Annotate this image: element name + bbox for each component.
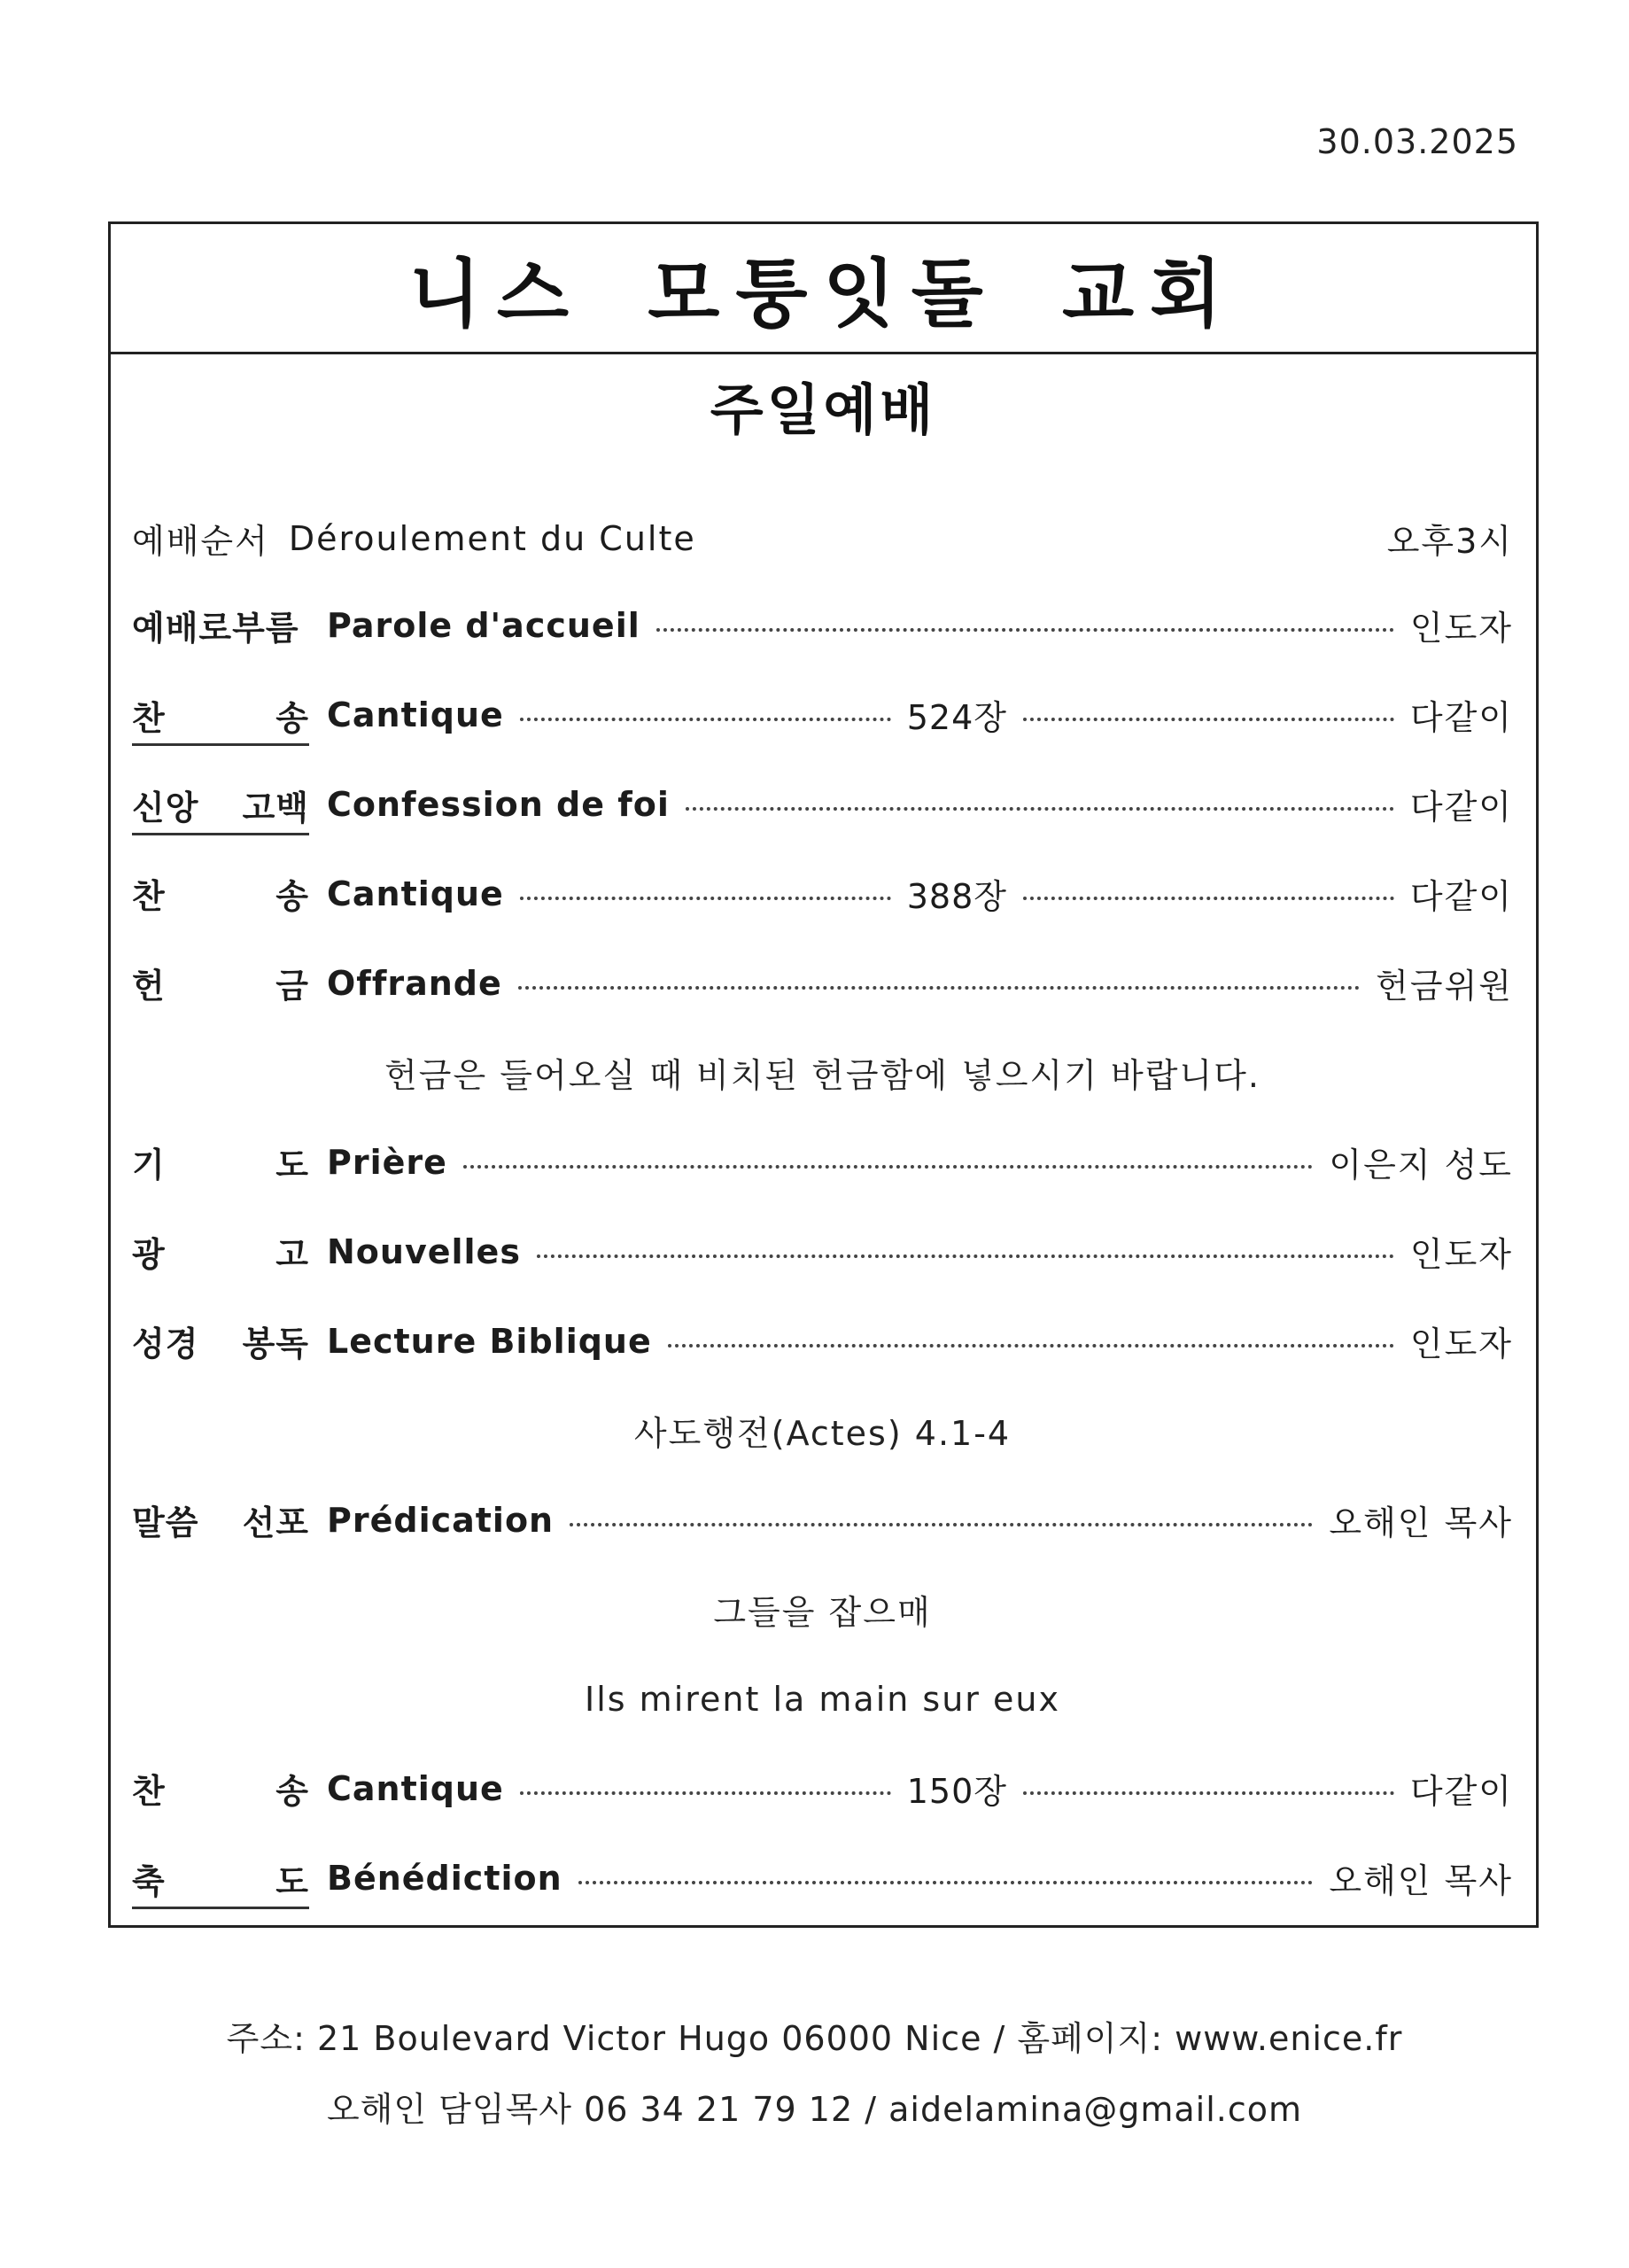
- church-name: 니스 모퉁잇돌 교회: [408, 250, 1238, 338]
- item-ko-text: 찬: [132, 698, 166, 738]
- order-item-prayer: [132, 1117, 1513, 1207]
- item-ko-text: 고: [275, 1235, 309, 1274]
- item-ko-text: 송: [275, 1772, 309, 1811]
- item-ko-text: 찬: [132, 877, 166, 916]
- order-of-service: [111, 496, 1536, 1922]
- item-leader: 헌금위원: [1376, 967, 1513, 1006]
- offering-note: 헌금은 들어오실 때 비치된 헌금함에 넣으시기 바랍니다.: [384, 1056, 1261, 1095]
- item-ko-label: [132, 1854, 309, 1909]
- item-ko-label: [132, 1317, 309, 1365]
- item-ko-label: [132, 781, 309, 835]
- item-ko-text: 도: [275, 1146, 309, 1184]
- item-fr-label: Lecture Biblique: [327, 1321, 652, 1361]
- item-ko-label: [132, 1495, 309, 1544]
- item-leader: 인도자: [1409, 609, 1513, 648]
- item-ko-text: 예배로부름: [132, 609, 299, 648]
- item-leader: 오해인 목사: [1329, 1861, 1513, 1900]
- order-item-call-to-worship: [132, 580, 1513, 670]
- item-ko-label: [132, 601, 309, 649]
- dot-leader: [1023, 1791, 1394, 1795]
- order-item-benediction: [132, 1833, 1513, 1922]
- item-fr-label: Prière: [327, 1142, 447, 1182]
- item-fr-label: Offrande: [327, 963, 502, 1003]
- item-ko-label: [132, 1138, 309, 1186]
- dot-leader: [570, 1523, 1313, 1526]
- order-header-ko: 예배순서: [132, 522, 269, 561]
- item-ko-text: 성경: [132, 1324, 199, 1363]
- item-ko-text: 신앙: [132, 788, 199, 827]
- item-ko-text: 축: [132, 1861, 166, 1901]
- item-leader: 이은지 성도: [1329, 1146, 1513, 1184]
- item-fr-label: Cantique: [327, 1768, 504, 1808]
- item-ko-label: [132, 1764, 309, 1813]
- order-item-announcements: [132, 1207, 1513, 1296]
- order-item-offering: [132, 938, 1513, 1028]
- item-fr-label: Cantique: [327, 874, 504, 913]
- item-leader: 다같이: [1409, 698, 1513, 737]
- dot-leader: [668, 1344, 1394, 1348]
- order-item-scripture-reading: [132, 1296, 1513, 1386]
- sermon-title-fr: Ils mirent la main sur eux: [585, 1679, 1060, 1719]
- order-item-confession: [132, 759, 1513, 849]
- item-leader: 인도자: [1409, 1324, 1513, 1363]
- item-ko-text: 도: [275, 1861, 309, 1901]
- dot-leader: [520, 718, 891, 721]
- service-time: 오후3시: [1386, 522, 1513, 561]
- dot-leader: [520, 1791, 891, 1795]
- service-name: 주일예배: [710, 377, 937, 442]
- hymn-number: 524장: [906, 698, 1007, 737]
- item-ko-text: 송: [275, 877, 309, 916]
- item-ko-text: 금: [275, 967, 309, 1006]
- item-leader: 오해인 목사: [1329, 1503, 1513, 1542]
- bulletin-date: 30.03.2025: [1316, 122, 1518, 161]
- bulletin-frame: [108, 221, 1539, 1928]
- order-item-hymn-2: [132, 849, 1513, 938]
- item-ko-text: 말씀: [132, 1503, 199, 1542]
- item-fr-label: Cantique: [327, 695, 504, 734]
- dot-leader: [537, 1254, 1394, 1258]
- item-fr-label: Bénédiction: [327, 1858, 562, 1898]
- item-leader: 다같이: [1409, 1772, 1513, 1811]
- dot-leader: [1023, 897, 1394, 900]
- dot-leader: [686, 807, 1394, 811]
- item-ko-label: [132, 869, 309, 918]
- dot-leader: [1023, 718, 1394, 721]
- item-fr-label: Confession de foi: [327, 784, 670, 824]
- title-box: [111, 224, 1536, 354]
- item-ko-label: [132, 1227, 309, 1276]
- dot-leader: [463, 1165, 1313, 1169]
- footer-contact: 오해인 담임목사 06 34 21 79 12 / aidelamina@gmail.com: [326, 2090, 1303, 2129]
- item-ko-text: 선포: [242, 1503, 309, 1542]
- dot-leader: [656, 628, 1394, 632]
- dot-leader: [518, 986, 1360, 990]
- order-header-fr: Déroulement du Culte: [288, 518, 696, 558]
- hymn-number: 388장: [906, 877, 1007, 916]
- item-ko-text: 기: [132, 1146, 166, 1184]
- footer-address: 주소: 21 Boulevard Victor Hugo 06000 Nice / 홈페이지: www.enice.fr: [226, 2019, 1403, 2058]
- order-header: [132, 496, 1513, 580]
- order-item-hymn-3: [132, 1744, 1513, 1833]
- item-ko-text: 헌: [132, 967, 166, 1006]
- scripture-reference: 사도행전(Actes) 4.1-4: [633, 1414, 1012, 1453]
- item-ko-text: 광: [132, 1235, 166, 1274]
- order-item-hymn-1: [132, 670, 1513, 759]
- order-item-sermon: [132, 1475, 1513, 1565]
- item-ko-label: [132, 691, 309, 746]
- item-fr-label: Prédication: [327, 1500, 555, 1540]
- dot-leader: [578, 1881, 1314, 1884]
- hymn-number: 150장: [906, 1772, 1007, 1811]
- dot-leader: [520, 897, 891, 900]
- item-fr-label: Parole d'accueil: [327, 605, 640, 645]
- sermon-title-ko: 그들을 잡으매: [713, 1593, 932, 1632]
- item-ko-text: 송: [275, 698, 309, 738]
- item-ko-label: [132, 959, 309, 1007]
- item-ko-text: 찬: [132, 1772, 166, 1811]
- item-leader: 인도자: [1409, 1235, 1513, 1274]
- item-leader: 다같이: [1409, 877, 1513, 916]
- item-leader: 다같이: [1409, 788, 1513, 827]
- item-ko-text: 고백: [242, 788, 309, 827]
- item-ko-text: 봉독: [242, 1324, 309, 1363]
- item-fr-label: Nouvelles: [327, 1231, 521, 1271]
